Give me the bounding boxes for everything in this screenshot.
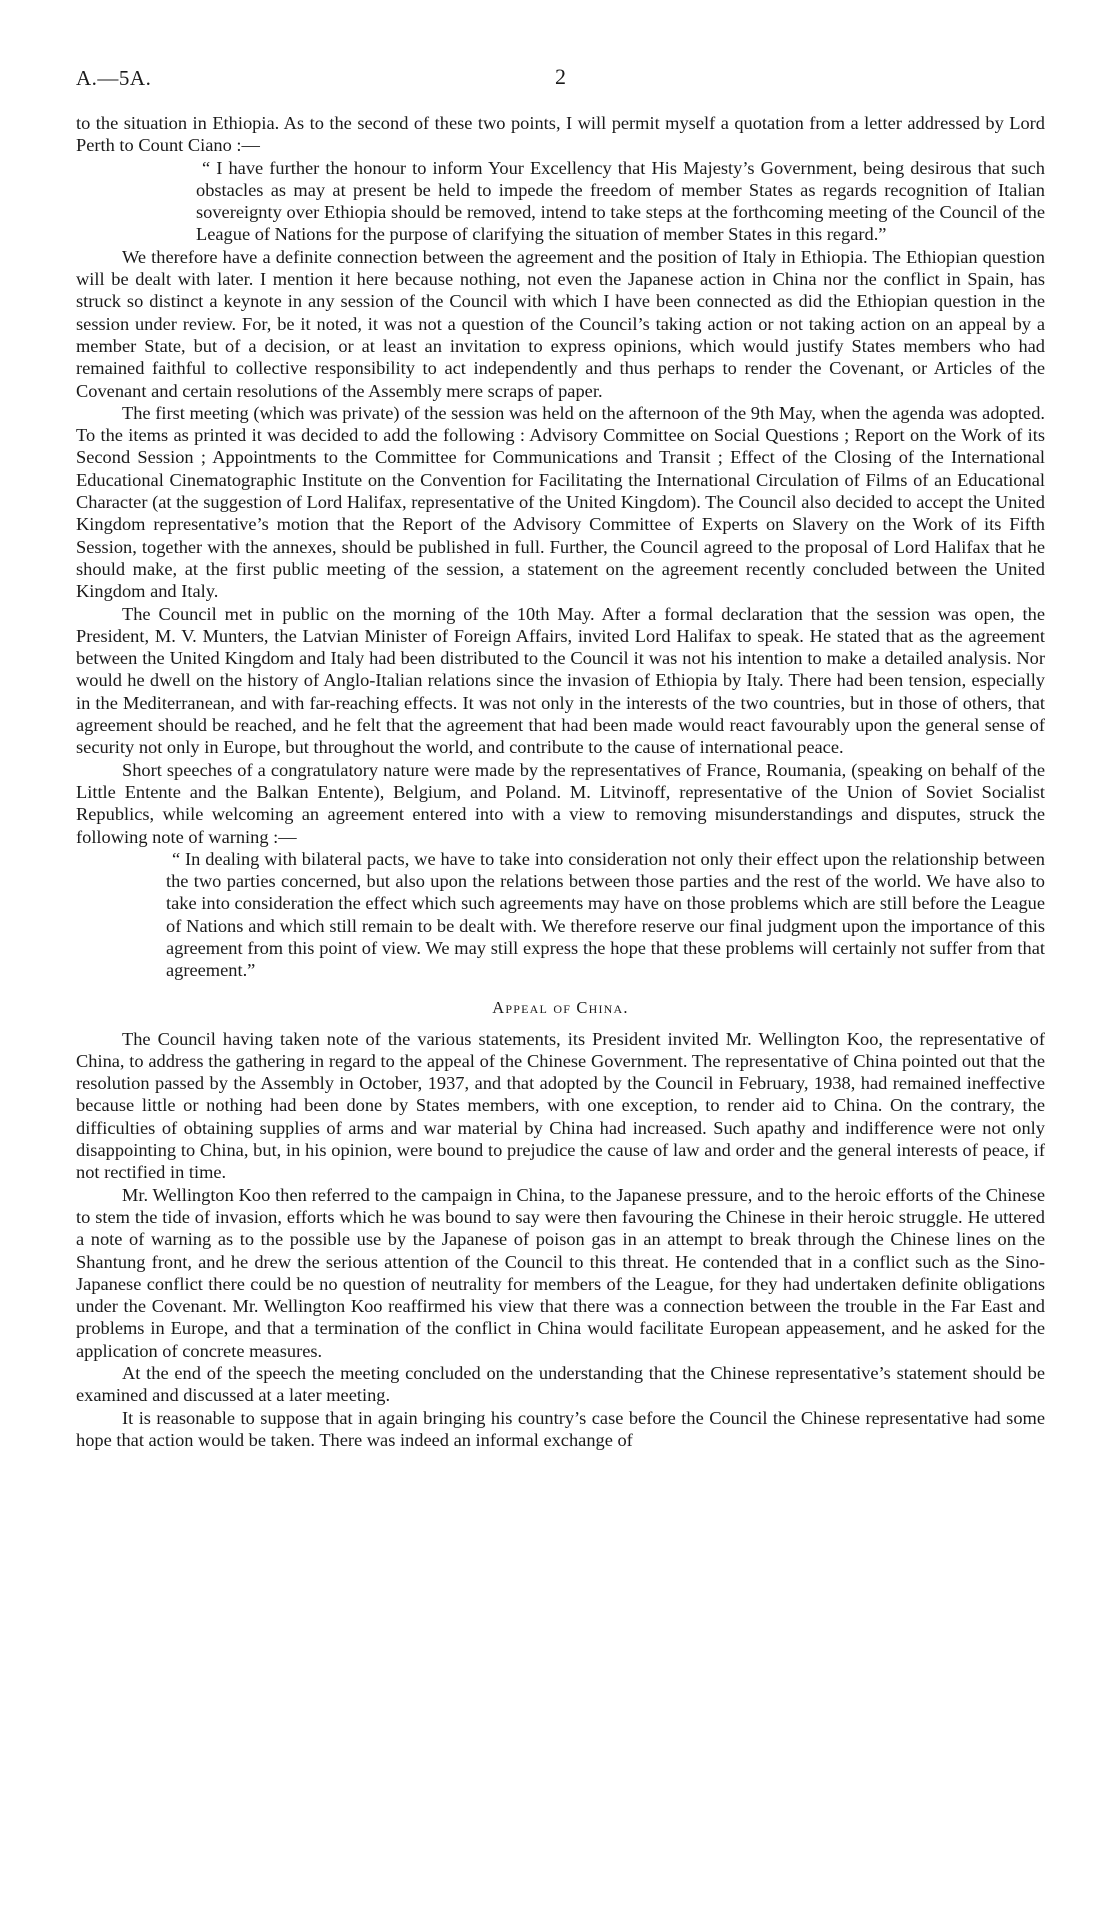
- page-number: 2: [555, 64, 566, 89]
- document-page: [76, 66, 1045, 1451]
- block-quote-litvinoff: “ In dealing with bilateral pacts, we have to take into consideration not only their effect upon the relationship between the two parties concerned, but also upon the relations between those parties and the rest of the world. We have also to take into consideration the effect which such agreements may have on those problems which are still before the League of Nations and which still remain to be dealt with. We therefore reserve our final judgment upon the importance of this agreement from this point of view. We may still express the hope that these problems will certainly not suffer from that agreement.”: [166, 848, 1045, 981]
- paragraph: The Council having taken note of the various statements, its President invited Mr. Wellington Koo, the representative of China, to address the gathering in regard to the appeal of the Chinese Government. The representative of China pointed out that the resolution passed by the Assembly in October, 1937, and that adopted by the Council in February, 1938, had remained ineffective because little or nothing had been done by States members, with one exception, to render aid to China. On the contrary, the difficulties of obtaining supplies of arms and war material by China had increased. Such apathy and indifference were not only disappointing to China, but, in his opinion, were bound to prejudice the cause of law and order and the general interests of peace, if not rectified in time.: [76, 1028, 1045, 1183]
- paragraph: It is reasonable to suppose that in again bringing his country’s case before the Council the Chinese representative had some hope that action would be taken. There was indeed an informal exchange of: [76, 1407, 1045, 1450]
- paragraph: to the situation in Ethiopia. As to the second of these two points, I will permit myself a quotation from a letter addressed by Lord Perth to Count Ciano :—: [76, 113, 1045, 156]
- paragraph: The Council met in public on the morning of the 10th May. After a formal declaration that the session was open, the President, M. V. Munters, the Latvian Minister of Foreign Affairs, invited Lord Halifax to speak. He stated that as the agreement between the United Kingdom and Italy had been distributed to the Council it was not his intention to make a detailed analysis. Nor would he dwell on the history of Anglo-Italian relations since the invasion of Ethiopia by Italy. There had been tension, especially in the Mediterranean, and with far-reaching effects. It was not only in the interests of the two countries, but in those of others, that agreement should be reached, and he felt that the agreement that had been made would react favourably upon the general sense of security not only in Europe, but throughout the world, and contribute to the cause of international peace.: [76, 603, 1045, 758]
- page-header: [76, 66, 1045, 98]
- section-heading: Appeal of China.: [492, 997, 629, 1017]
- paragraph: We therefore have a definite connection between the agreement and the position of Italy in Ethiopia. The Ethiopian question will be dealt with later. I mention it here because nothing, not even the Japanese action in China nor the conflict in Spain, has struck so distinct a keynote in any session of the Council with which I have been connected as did the Ethiopian question in the session under review. For, be it noted, it was not a question of the Council’s taking action or not taking action on an appeal by a member State, but of a decision, or at least an invitation to express opinions, which would justify States members who had remained faithful to collective responsibility to act independently and thus perhaps to render the Covenant, or Articles of the Covenant and certain resolutions of the Assembly mere scraps of paper.: [76, 246, 1045, 401]
- block-quote-perth: “ I have further the honour to inform Your Excellency that His Majesty’s Government, being desirous that such obstacles as may at present be held to impede the freedom of member States as regards recognition of Italian sovereignty over Ethiopia should be removed, intend to take steps at the forthcoming meeting of the Council of the League of Nations for the purpose of clarifying the situation of member States in this regard.”: [196, 157, 1045, 245]
- paragraph: Mr. Wellington Koo then referred to the campaign in China, to the Japanese pressure, and to the heroic efforts of the Chinese to stem the tide of invasion, efforts which he was bound to say were then favouring the Chinese in their heroic struggle. He uttered a note of warning as to the possible use by the Japanese of poison gas in an attempt to break through the Chinese lines on the Shantung front, and he drew the serious attention of the Council to this threat. He contended that in a conflict such as the Sino-Japanese conflict there could be no question of neutrality for members of the League, for they had undertaken definite obligations under the Covenant. Mr. Wellington Koo reaffirmed his view that there was a connection between the trouble in the Far East and problems in Europe, and that a termination of the conflict in China would facilitate European appeasement, and he asked for the application of concrete measures.: [76, 1184, 1045, 1361]
- paragraph: The first meeting (which was private) of the session was held on the afternoon of the 9th May, when the agenda was adopted. To the items as printed it was decided to add the following : Advisory Committee on Social Questions ; Report on the Work of its Second Session ; Appointments to the Committee for Communications and Transit ; Effect of the Closing of the International Educational Cinematographic Institute on the Convention for Facilitating the International Circulation of Films of an Educational Character (at the suggestion of Lord Halifax, representative of the United Kingdom). The Council also decided to accept the United Kingdom representative’s motion that the Report of the Advisory Committee of Experts on Slavery on the Work of its Fifth Session, together with the annexes, should be published in full. Further, the Council agreed to the proposal of Lord Halifax that he should make, at the first public meeting of the session, a statement on the agreement recently concluded between the United Kingdom and Italy.: [76, 402, 1045, 602]
- page-reference: A.—5A.: [76, 66, 152, 90]
- paragraph: Short speeches of a congratulatory nature were made by the representatives of France, Roumania, (speaking on behalf of the Little Entente and the Balkan Entente), Belgium, and Poland. M. Litvinoff, representative of the Union of Soviet Socialist Republics, while welcoming an agreement entered into with a view to removing misunderstandings and disputes, struck the following note of warning :—: [76, 759, 1045, 847]
- paragraph: At the end of the speech the meeting concluded on the understanding that the Chinese representative’s statement should be examined and discussed at a later meeting.: [76, 1363, 1045, 1406]
